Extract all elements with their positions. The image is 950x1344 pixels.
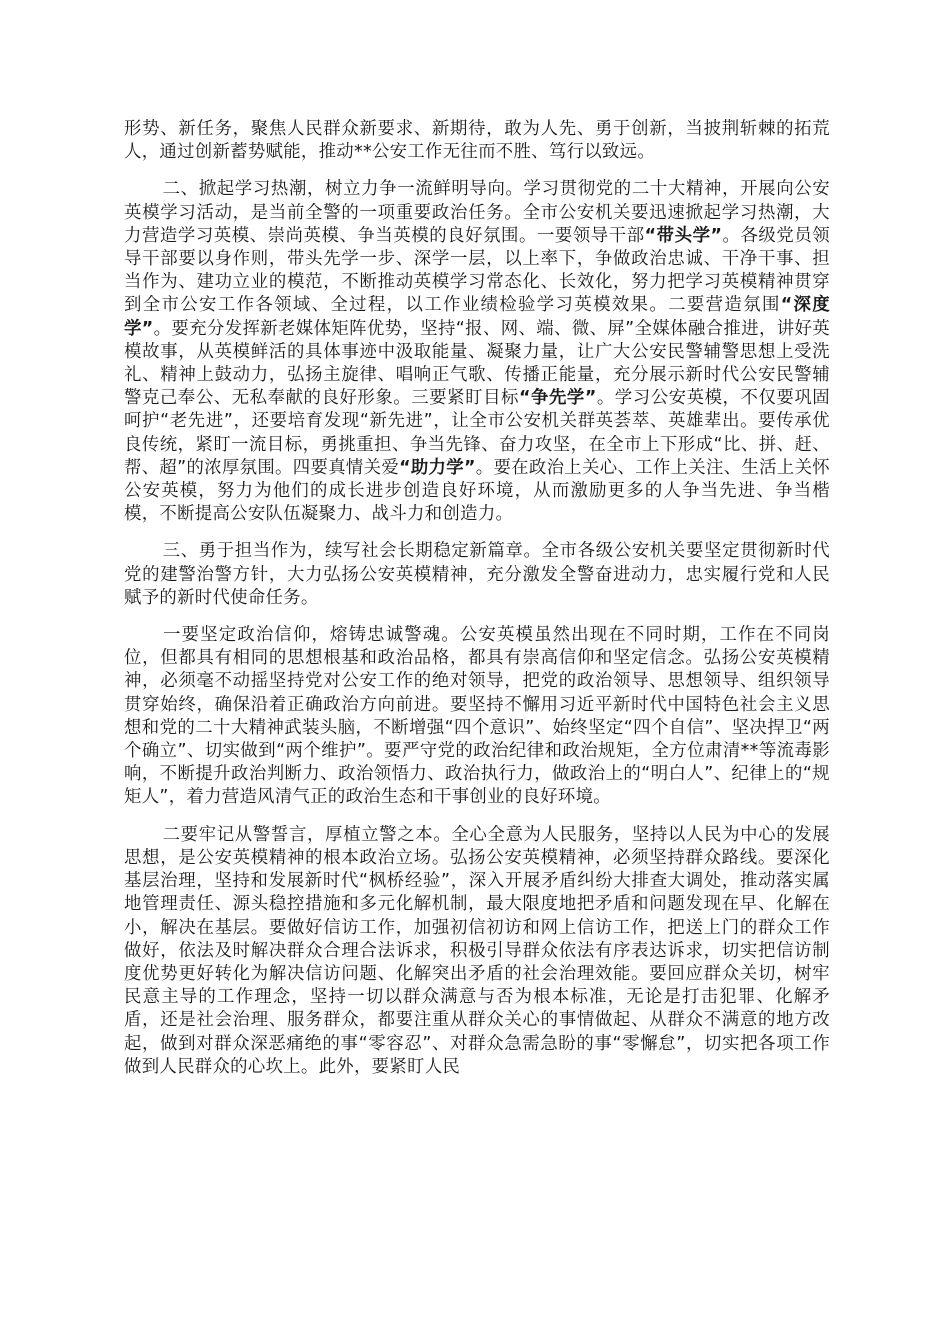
emphasis-text: “深度学” xyxy=(124,295,830,339)
paragraph-text: 一要坚定政治信仰，熔铸忠诚警魂。公安英模虽然出现在不同时期，工作在不同岗位，但都具有相同的思想根基和政治品格，都具有崇高信仰和坚定信念。弘扬公安英模精神，必须毫不动摇坚持党对公安工作的绝对领导，把党的政治领导、思想领导、组织领导贯穿始终，确保沿着正确政治方向前进。要坚持不懈用习近平新时代中国特色社会主义思想和党的二十大精神武装头脑，不断增强“四个意识”、始终坚定“四个自信”、坚决捍卫“两个确立”、切实做到“两个维护”。要严守党的政治纪律和政治规矩，全方位肃清**等流毒影响，不断提升政治判断力、政治领悟力、政治执行力，做政治上的“明白人”、纪律上的“规矩人”，着力营造风清气正的政治生态和干事创业的良好环境。 xyxy=(124,625,830,808)
paragraph-text: 。要充分发挥新老媒体矩阵优势，坚持“报、网、端、微、屏”全媒体融合推进，讲好英模故事，从英模鲜活的具体事迹中汲取能量、凝聚力量，让广大公安民警辅警思想上受洗礼、精神上鼓动力，弘扬主旋律、唱响正气歌、传播正能量，充分展示新时代公安民警辅警克己奉公、无私奉献的良好形象。三要紧盯目标 xyxy=(124,318,830,409)
paragraph-text: 三、勇于担当作为，续写社会长期稳定新篇章。全市各级公安机关要坚定贯彻新时代党的建警治警方针，大力弘扬公安英模精神，充分激发全警奋进动力，忠实履行党和人民赋予的新时代使命任务。 xyxy=(124,541,830,608)
paragraph-text: 。要在政治上关心、工作上关注、生活上关怀公安英模，努力为他们的成长进步创造良好环境，从而激励更多的人争当先进、争当楷模，不断提高公安队伍凝聚力、战斗力和创造力。 xyxy=(124,457,830,525)
paragraph-3 xyxy=(124,540,830,610)
paragraph-1 xyxy=(124,118,830,164)
paragraph-4 xyxy=(124,624,830,810)
paragraph-text: 。学习公安英模，不仅要巩固呵护“老先进”，还要培育发现“新先进”，让全市公安机关群英荟萃、英雄辈出。要传承优良传统，紧盯一流目标，勇挑重担、争当先锋、奋力攻坚，在全市上下形成“比、拼、赶、帮、超”的浓厚氛围。四要真情关爱 xyxy=(124,388,830,478)
emphasis-text: “带头学” xyxy=(644,225,723,246)
emphasis-text: “助力学” xyxy=(399,457,476,478)
emphasis-text: “争先学” xyxy=(519,388,597,409)
document-page xyxy=(124,118,830,1079)
paragraph-2 xyxy=(124,178,830,526)
paragraph-text: 形势、新任务，聚焦人民群众新要求、新期待，敢为人先、勇于创新，当披荆斩棘的拓荒人，通过创新蓄势赋能，推动**公安工作无往而不胜、笃行以致远。 xyxy=(124,119,830,163)
paragraph-text: 。各级党员领导干部要以身作则，带头先学一步、深学一层，以上率下，争做政治忠诚、干净干事、担当作为、建功立业的模范，不断推动英模学习常态化、长效化，努力把学习英模精神贯穿到全市公安工作各领域、全过程，以工作业绩检验学习英模效果。二要营造氛围 xyxy=(124,225,830,316)
paragraph-text: 二要牢记从警誓言，厚植立警之本。全心全意为人民服务，坚持以人民为中心的发展思想，是公安英模精神的根本政治立场。弘扬公安英模精神，必须坚持群众路线。要深化基层治理，坚持和发展新时代“枫桥经验”，深入开展矛盾纠纷大排查大调处，推动落实属地管理责任、源头稳控措施和多元化解机制，最大限度地把矛盾和问题发现在早、化解在小，解决在基层。要做好信访工作，加强初信初访和网上信访工作，把送上门的群众工作做好，依法及时解决群众合理合法诉求，积极引导群众依法有序表达诉求，切实把信访制度优势更好转化为解决信访问题、化解突出矛盾的社会治理效能。要回应群众关切，树牢民意主导的工作理念，坚持一切以群众满意与否为根本标准，无论是打击犯罪、化解矛盾，还是社会治理、服务群众，都要注重从群众关心的事情做起、从群众不满意的地方改起，做到对群众深恶痛绝的事“零容忍”、对群众急需急盼的事“零懈怠”，切实把各项工作做到人民群众的心坎上。此外，要紧盯人民 xyxy=(124,824,830,1077)
paragraph-text: 二、掀起学习热潮，树立力争一流鲜明导向。学习贯彻党的二十大精神，开展向公安英模学习活动，是当前全警的一项重要政治任务。全市公安机关要迅速掀起学习热潮，大力营造学习英模、崇尚英模、争当英模的良好氛围。一要领导干部 xyxy=(124,179,830,246)
paragraph-5 xyxy=(124,824,830,1079)
